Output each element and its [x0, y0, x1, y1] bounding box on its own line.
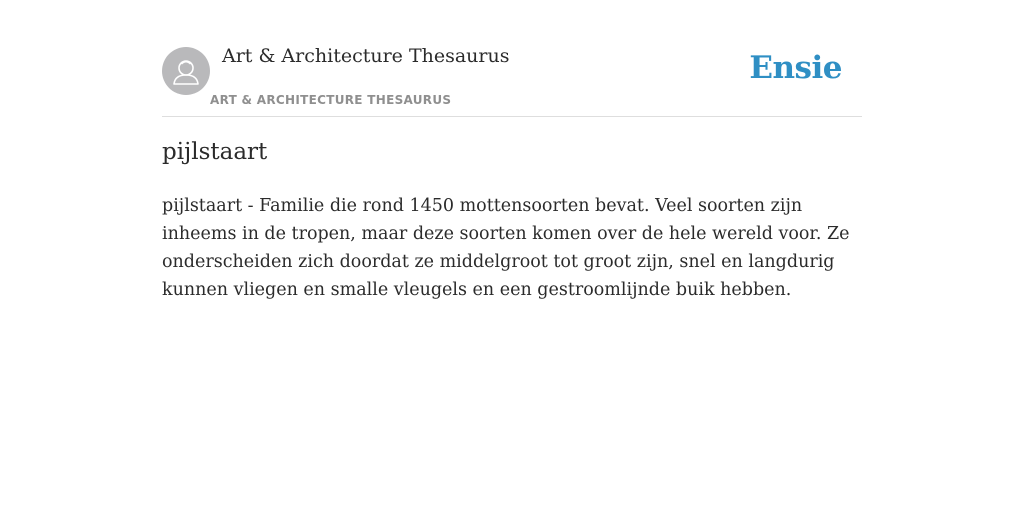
author-name[interactable]: Art & Architecture Thesaurus — [222, 45, 510, 67]
ensie-logo[interactable]: Ensie — [749, 50, 842, 86]
entry-card — [162, 0, 862, 300]
page-title: pijlstaart — [162, 139, 268, 165]
user-avatar-icon[interactable] — [162, 47, 210, 95]
source-label: ART & ARCHITECTURE THESAURUS — [210, 93, 452, 107]
entry-header — [162, 0, 862, 117]
definition-text: pijlstaart - Familie die rond 1450 mottensoorten bevat. Veel soorten zijn inheems in de tropen, maar deze soorten komen over de hele wereld voor. Ze onderscheiden zich doordat ze middelgroot tot groot zijn, snel en langdurig kunnen vliegen en smalle vleugels en een gestroomlijnde buik hebben. — [162, 196, 850, 300]
